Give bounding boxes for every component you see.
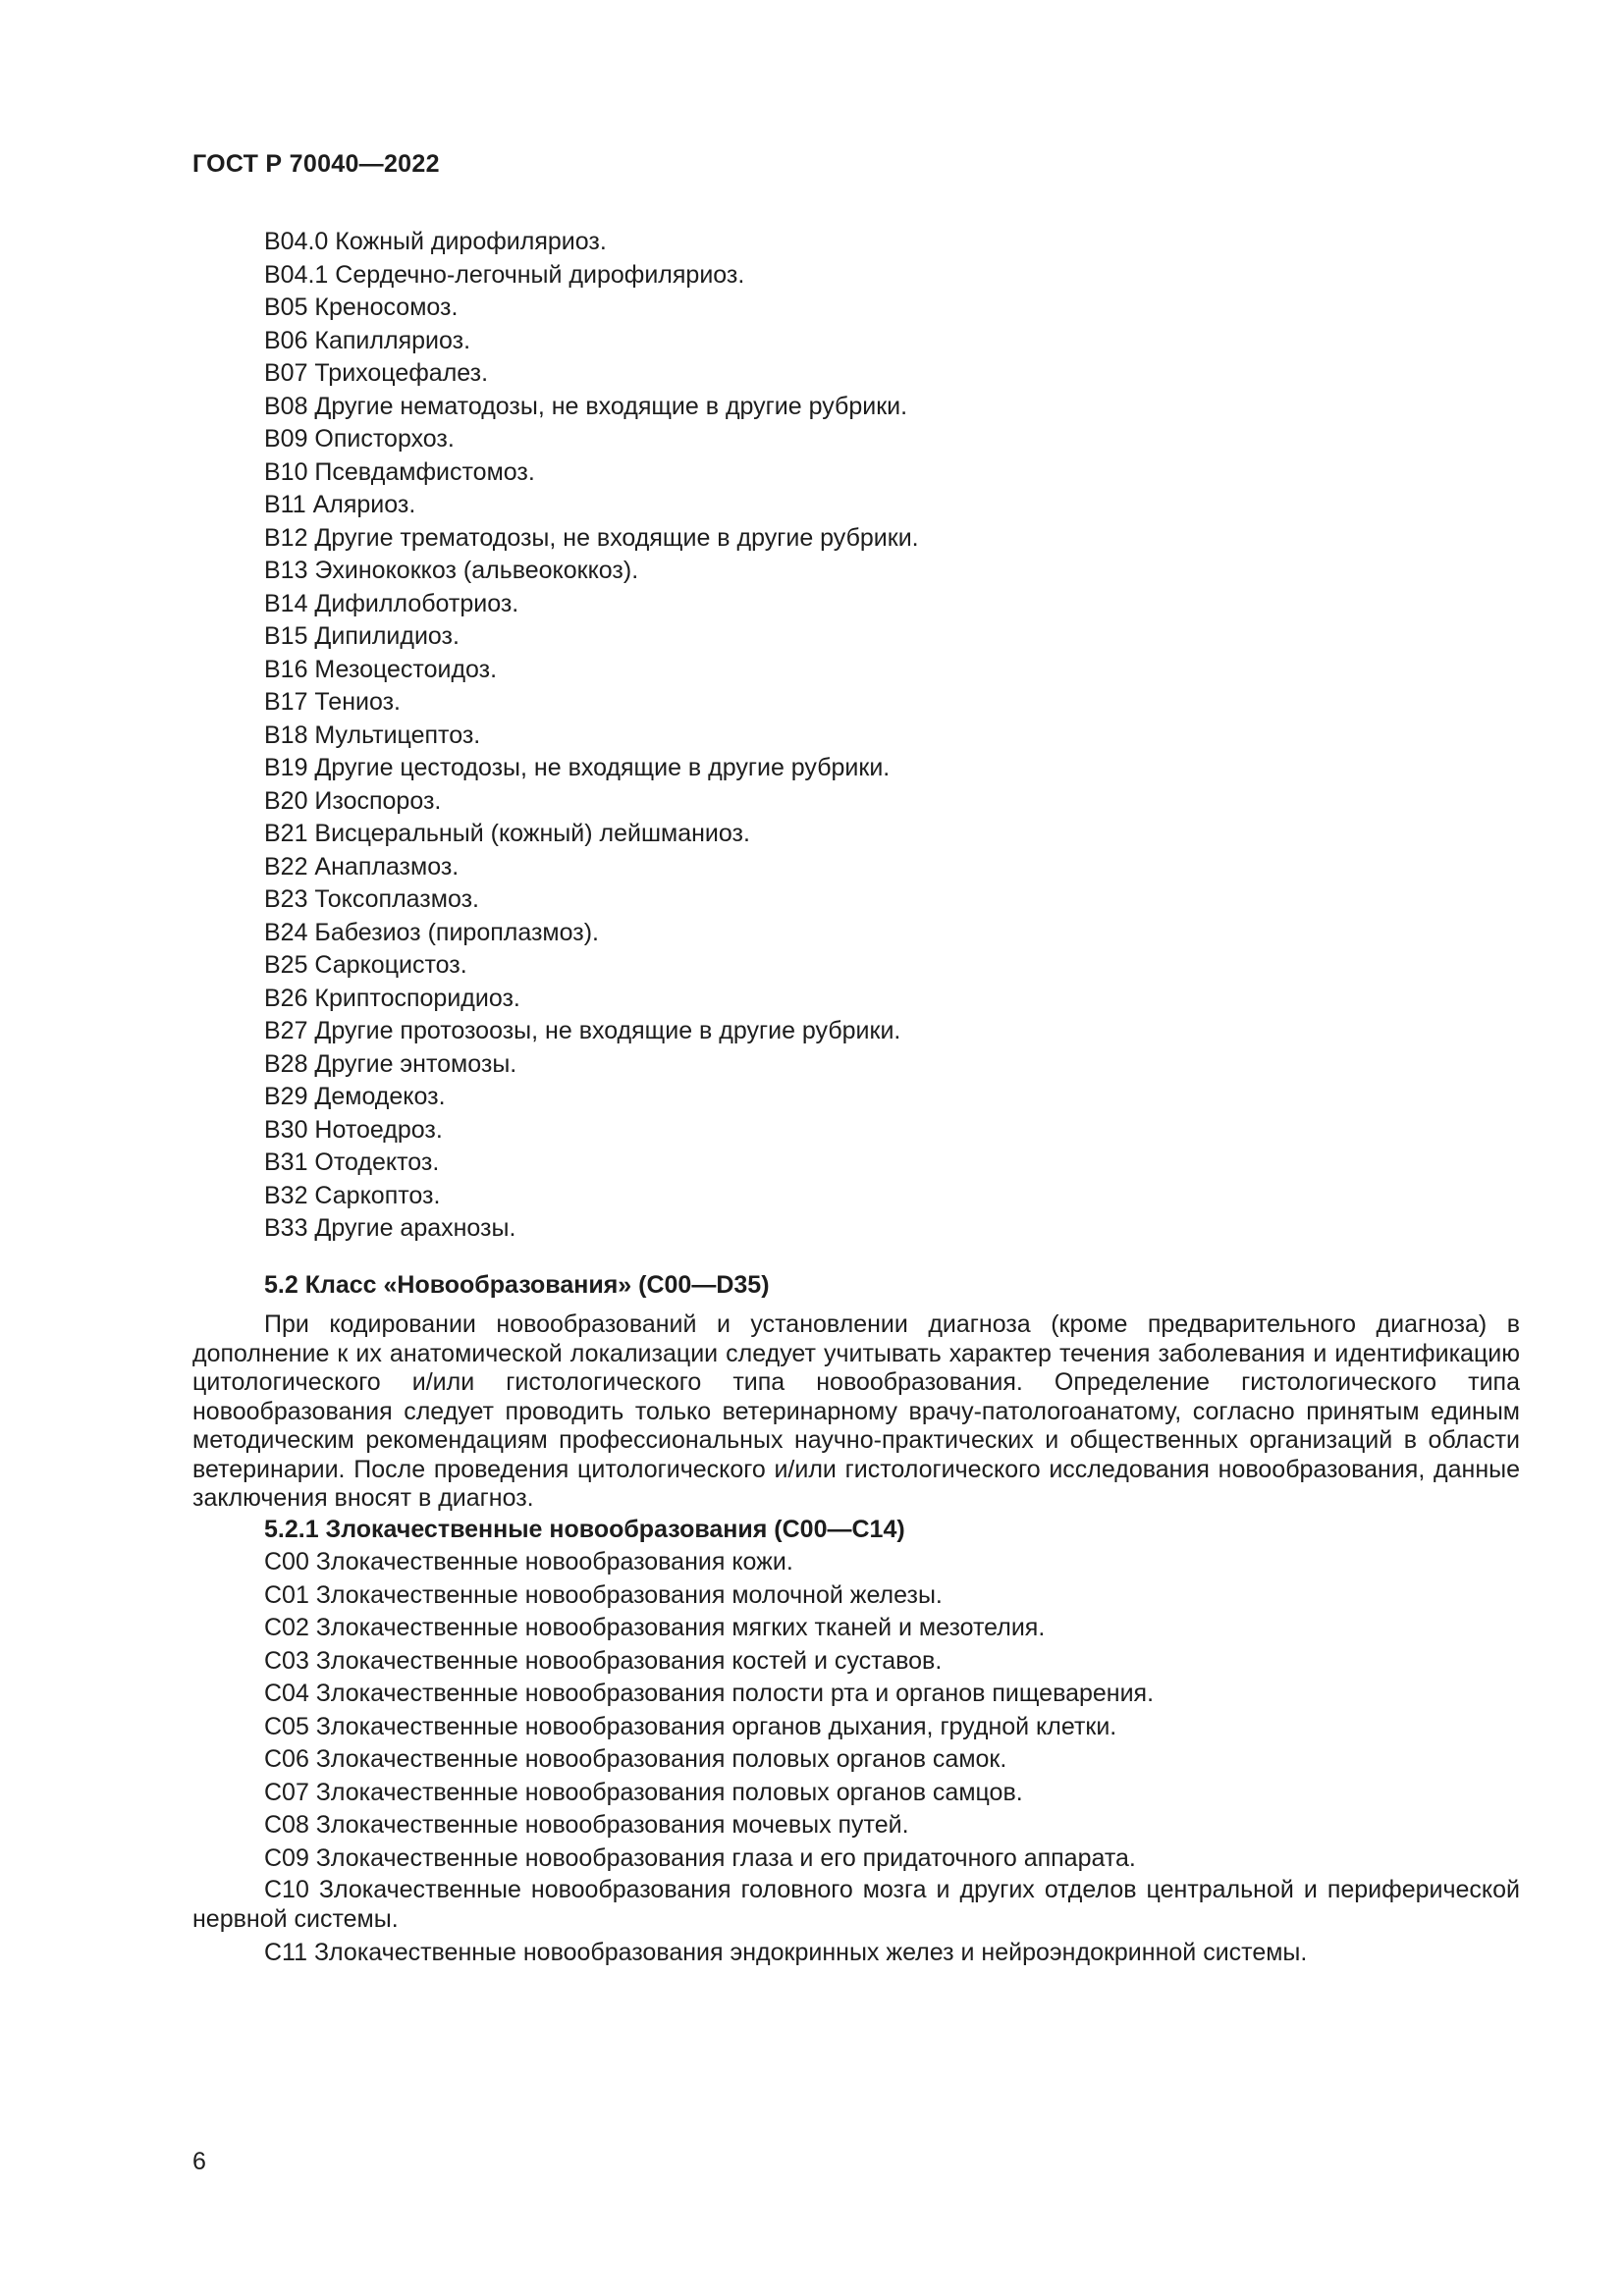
list-item: С04 Злокачественные новообразования полости рта и органов пищеварения. bbox=[264, 1680, 1155, 1707]
page-content bbox=[192, 226, 1520, 1970]
list-item: С01 Злокачественные новообразования молочной железы. bbox=[264, 1580, 943, 1609]
list-item: С08 Злокачественные новообразования мочевых путей. bbox=[264, 1811, 909, 1839]
list-item: B24 Бабезиоз (пироплазмоз). bbox=[264, 918, 599, 946]
list-item: B14 Дифиллоботриоз. bbox=[264, 589, 519, 617]
list-item: С09 Злокачественные новообразования глаза и его придаточного аппарата. bbox=[264, 1843, 1136, 1872]
list-item: B04.0 Кожный дирофиляриоз. bbox=[264, 228, 607, 255]
list-item: B28 Другие энтомозы. bbox=[264, 1049, 517, 1078]
list-item: B22 Анаплазмоз. bbox=[264, 852, 460, 881]
list-item: B04.1 Сердечно-легочный дирофиляриоз. bbox=[264, 260, 745, 289]
list-item: B06 Капилляриоз. bbox=[264, 326, 471, 354]
list-item: B18 Мультицептоз. bbox=[264, 721, 481, 749]
list-item: С03 Злокачественные новообразования костей и суставов. bbox=[264, 1646, 943, 1675]
list-item: С00 Злокачественные новообразования кожи. bbox=[264, 1548, 793, 1575]
list-item: B23 Токсоплазмоз. bbox=[264, 885, 479, 913]
list-item: B29 Демодекоз. bbox=[264, 1083, 446, 1110]
list-item: С07 Злокачественные новообразования половых органов самцов. bbox=[264, 1778, 1023, 1806]
list-item: B32 Саркоптоз. bbox=[264, 1181, 441, 1209]
list-item: B21 Висцеральный (кожный) лейшманиоз. bbox=[264, 820, 750, 847]
list-item: С11 Злокачественные новообразования эндокринных желез и нейроэндокринной системы. bbox=[264, 1939, 1308, 1966]
list-item: B08 Другие нематодозы, не входящие в другие рубрики. bbox=[264, 392, 908, 420]
c-code-list bbox=[192, 1546, 1520, 1970]
list-item: B19 Другие цестодозы, не входящие в другие рубрики. bbox=[264, 754, 891, 781]
list-item: B31 Отодектоз. bbox=[264, 1148, 440, 1176]
list-item: B12 Другие трематодозы, не входящие в другие рубрики. bbox=[264, 523, 919, 552]
list-item: С06 Злокачественные новообразования половых органов самок. bbox=[264, 1745, 1007, 1773]
list-item: B11 Аляриоз. bbox=[264, 491, 416, 518]
list-item: B16 Мезоцестоидоз. bbox=[264, 655, 498, 683]
list-item: B15 Дипилидиоз. bbox=[264, 622, 460, 650]
list-item: B05 Креносомоз. bbox=[264, 294, 459, 321]
list-item: B26 Криптоспоридиоз. bbox=[264, 984, 520, 1012]
list-item: B30 Нотоедроз. bbox=[264, 1115, 443, 1144]
list-item: С10 Злокачественные новообразования головного мозга и других отделов центральной и периферической нервной системы. bbox=[192, 1876, 1520, 1933]
list-item: B09 Описторхоз. bbox=[264, 425, 455, 453]
list-item: B17 Тениоз. bbox=[264, 688, 402, 716]
list-item: С02 Злокачественные новообразования мягких тканей и мезотелия. bbox=[264, 1614, 1046, 1641]
document-header: ГОСТ Р 70040—2022 bbox=[192, 150, 440, 178]
list-item: B07 Трихоцефалез. bbox=[264, 359, 489, 387]
list-item: B27 Другие протозоозы, не входящие в другие рубрики. bbox=[264, 1017, 901, 1044]
list-item: B33 Другие арахнозы. bbox=[264, 1214, 516, 1242]
list-item: B25 Саркоцистоз. bbox=[264, 951, 467, 979]
list-item: B10 Псевдамфистомоз. bbox=[264, 457, 535, 486]
b-code-list bbox=[192, 226, 1520, 1246]
subsection-title-5-2-1: 5.2.1 Злокачественные новообразования (С00—С14) bbox=[264, 1515, 905, 1543]
section-paragraph: При кодировании новообразований и установлении диагноза (кроме предварительного диагноза) в дополнение к их анатомической локализации следует учитывать характер течения заболевания и идентификацию цитологического и/или гистологического типа новообразования. Определение гистологического типа новообразования следует проводить только ветеринарному врачу-патологоанатому, согласно принятым единым методическим рекомендациям профессиональных научно-практических и общественных организаций в области ветеринарии. После проведения цитологического и/или гистологического исследования новообразования, данные заключения вносят в диагноз. bbox=[192, 1310, 1520, 1512]
list-item: B20 Изоспороз. bbox=[264, 786, 442, 815]
page-number: 6 bbox=[192, 2148, 206, 2175]
section-title-5-2: 5.2 Класс «Новообразования» (С00—D35) bbox=[264, 1270, 770, 1299]
list-item: С05 Злокачественные новообразования органов дыхания, грудной клетки. bbox=[264, 1712, 1117, 1740]
list-item: B13 Эхинококкоз (альвеококкоз). bbox=[264, 557, 639, 584]
